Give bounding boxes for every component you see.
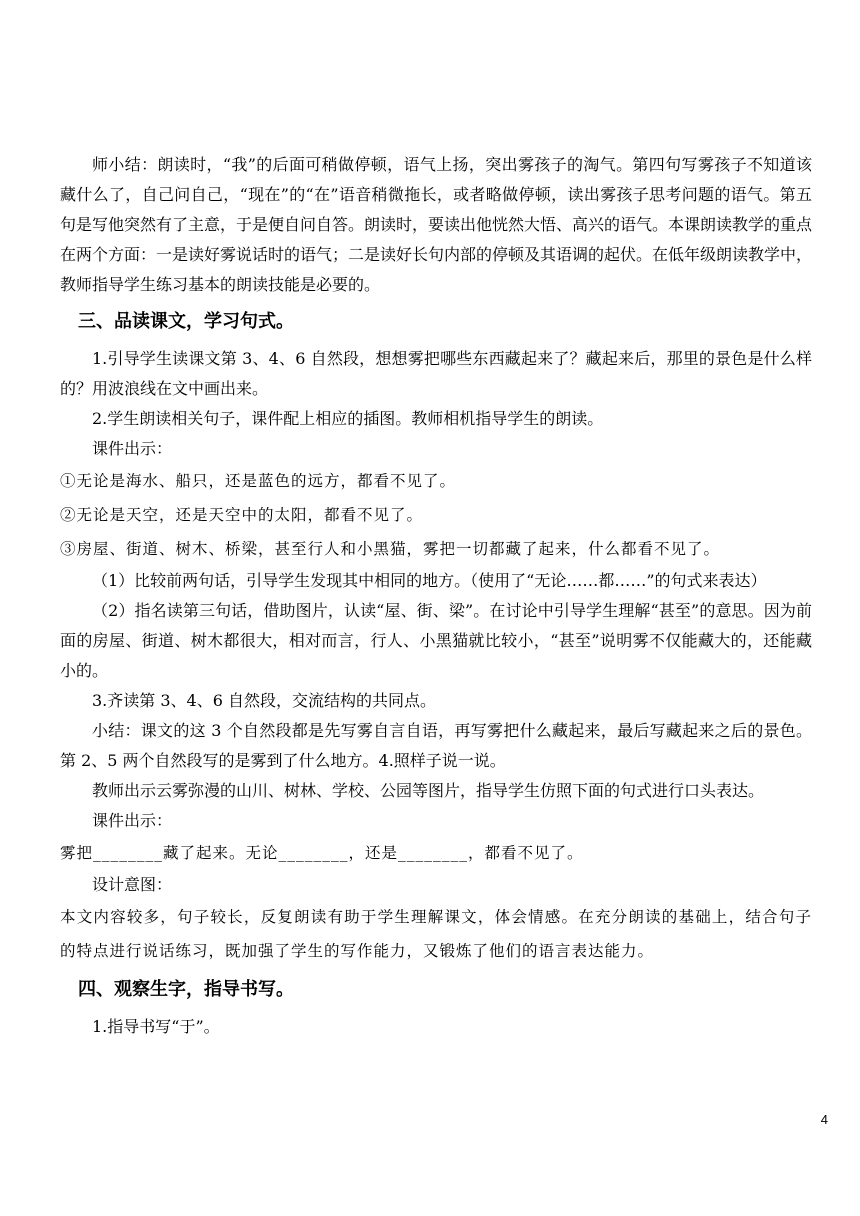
sub-item-1: （1）比较前两句话，引导学生发现其中相同的地方。（使用了“无论……都……”的句式来表达）: [92, 571, 767, 590]
example-sentence-2: ②无论是天空，还是天空中的太阳，都看不见了。: [60, 506, 424, 524]
section-four-item-1: 1.指导书写“于”。: [92, 1017, 220, 1036]
section-four-heading: 四、观察生字，指导书写。: [78, 979, 294, 1000]
example-sentence-1: ①无论是海水、船只，还是蓝色的远方，都看不见了。: [60, 472, 457, 490]
section-three-item-1: 1.引导学生读课文第 3、4、6 自然段，想想雾把哪些东西藏起来了？藏起来后，那里的景色是什么样的？用波浪线在文中画出来。: [60, 349, 812, 398]
design-intent-text: 本文内容较多，句子较长，反复朗读有助于学生理解课文，体会情感。在充分朗读的基础上，结合句子的特点进行说话练习，既加强了学生的写作能力，又锻炼了他们的语言表达能力。: [60, 908, 812, 960]
section-three-heading: 三、品读课文，学习句式。: [78, 311, 294, 332]
courseware-label-1: 课件出示：: [92, 439, 173, 458]
teacher-summary-paragraph: 师小结：朗读时，“我”的后面可稍做停顿，语气上扬，突出雾孩子的淘气。第四句写雾孩子不知道该藏什么了，自己问自己，“现在”的“在”语音稍微拖长，或者略做停顿，读出雾孩子思考问题的语气。第五句是写他突然有了主意，于是便自问自答。朗读时，要读出他恍然大悟、高兴的语气。本课朗读教学的重点在两个方面：一是读好雾说话时的语气；二是读好长句内部的停顿及其语调的起伏。在低年级朗读教学中，教师指导学生练习基本的朗读技能是必要的。: [60, 155, 813, 294]
teacher-shows-pictures: 教师出示云雾弥漫的山川、树林、学校、公园等图片，指导学生仿照下面的句式进行口头表达。: [92, 781, 765, 800]
page-content: [60, 150, 812, 1042]
section-three-item-2: 2.学生朗读相关句子，课件配上相应的插图。教师相机指导学生的朗读。: [92, 409, 604, 428]
design-intent-label: 设计意图：: [92, 875, 173, 894]
example-sentence-3: ③房屋、街道、树木、桥梁，甚至行人和小黑猫，雾把一切都藏了起来，什么都看不见了。: [60, 540, 721, 558]
section-three-item-3: 3.齐读第 3、4、6 自然段，交流结构的共同点。: [92, 691, 436, 710]
structure-summary: 小结：课文的这 3 个自然段都是先写雾自言自语，再写雾把什么藏起来，最后写藏起来之后的景色。第 2、5 两个自然段写的是雾到了什么地方。4.照样子说一说。: [60, 721, 812, 770]
sub-item-2: （2）指名读第三句话，借助图片，认读“屋、街、梁”。在讨论中引导学生理解“甚至”的意思。因为前面的房屋、街道、树木都很大，相对而言，行人、小黑猫就比较小，“甚至”说明雾不仅能藏大的，还能藏小的。: [60, 601, 812, 680]
courseware-label-2: 课件出示：: [92, 811, 173, 830]
page-number: 4: [820, 1112, 828, 1127]
pattern-sentence: 雾把________藏了起来。无论________，还是________，都看不见了。: [60, 844, 584, 862]
